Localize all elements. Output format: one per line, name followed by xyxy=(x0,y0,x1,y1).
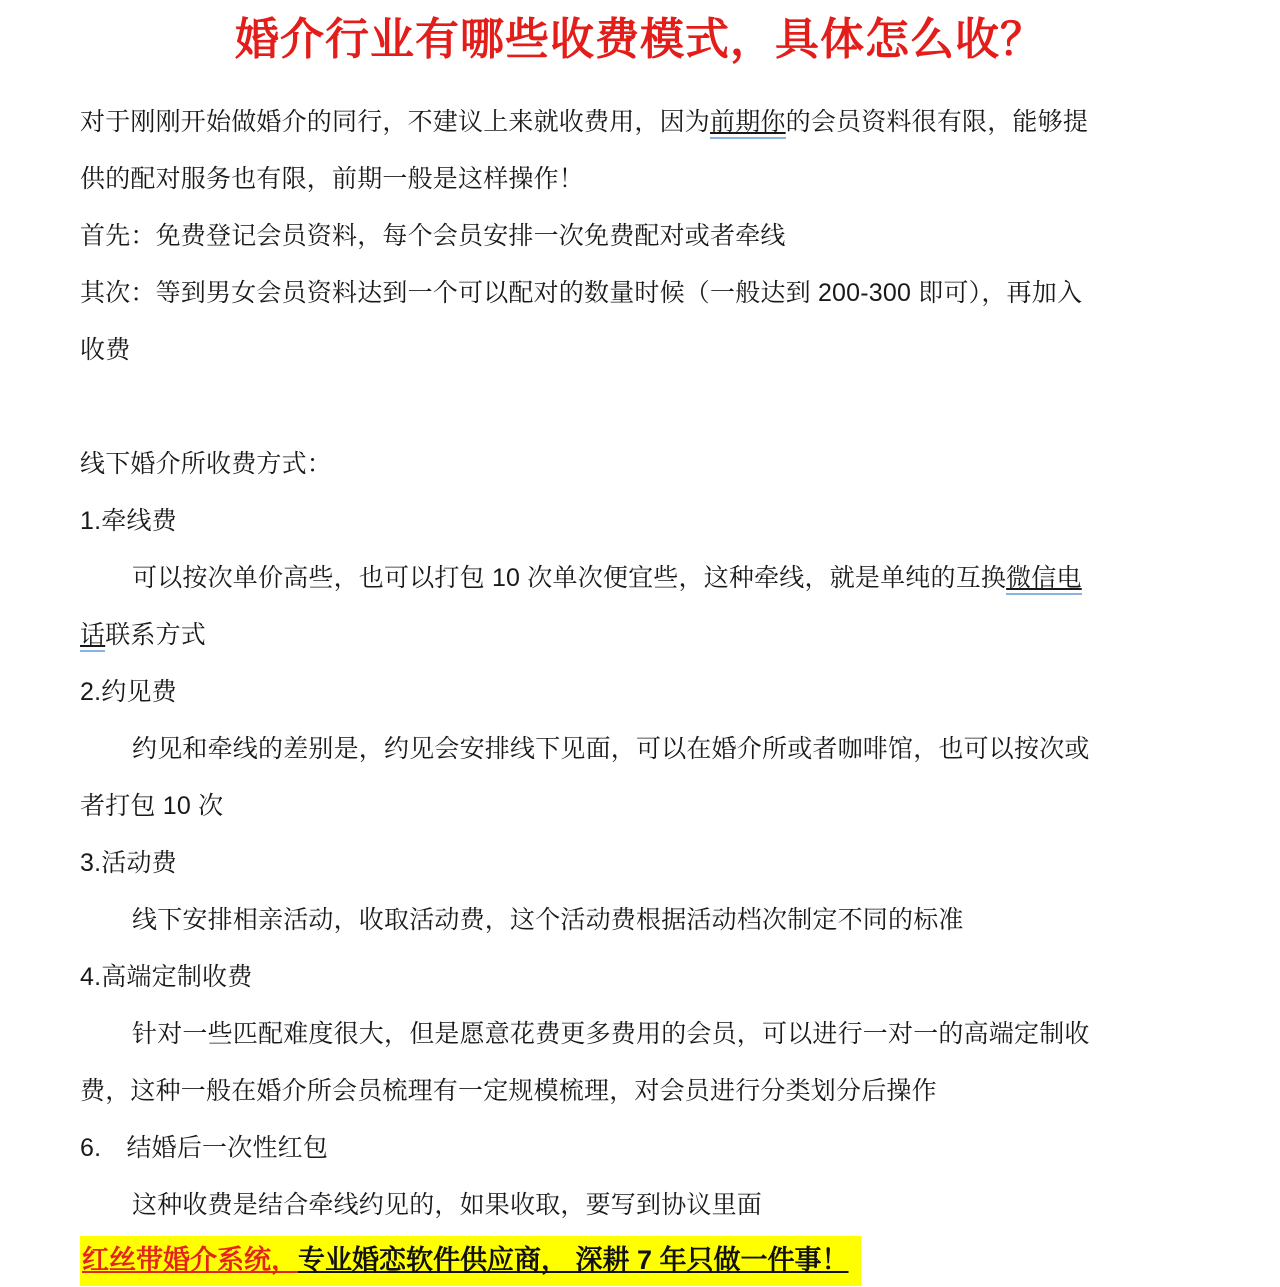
text-run: 首先：免费登记会员资料，每个会员安排一次免费配对或者牵线 xyxy=(80,222,786,250)
para-item-1-desc xyxy=(80,550,1100,664)
para-item-4-title xyxy=(80,949,1100,1006)
text-run: 这种收费是结合牵线约见的，如果收取，要写到协议里面 xyxy=(132,1191,763,1219)
inline-link[interactable]: 前期你 xyxy=(710,108,786,139)
text-run: 线下安排相亲活动，收取活动费，这个活动费根据活动档次制定不同的标准 xyxy=(132,906,964,934)
para-section-offline-fees xyxy=(80,436,1100,493)
document-title: 婚介行业有哪些收费模式，具体怎么收？ xyxy=(235,15,1045,64)
brand-link[interactable]: 红丝带婚介系统， xyxy=(82,1245,298,1275)
para-step-second xyxy=(80,265,1100,379)
para-item-6-title xyxy=(80,1120,1100,1177)
inline-link[interactable]: 微信电话 xyxy=(80,564,1082,652)
text-run: 2.约见费 xyxy=(80,678,177,706)
para-item-4-desc xyxy=(80,1006,1100,1120)
para-intro xyxy=(80,94,1100,208)
text-run: 1.牵线费 xyxy=(80,507,177,535)
brand-slogan: 专业婚恋软件供应商， 深耕 7 年只做一件事！ xyxy=(298,1245,849,1275)
para-step-first xyxy=(80,208,1100,265)
para-item-3-desc xyxy=(80,892,1100,949)
para-item-2-title xyxy=(80,664,1100,721)
text-run: 针对一些匹配难度很大，但是愿意花费更多费用的会员，可以进行一对一的高端定制收费，这种一般在婚介所会员梳理有一定规模梳理，对会员进行分类划分后操作 xyxy=(80,1020,1090,1105)
text-run: 3.活动费 xyxy=(80,849,177,877)
highlight-banner xyxy=(80,1236,861,1286)
text-run: 约见和牵线的差别是，约见会安排线下见面，可以在婚介所或者咖啡馆，也可以按次或者打包 10 次 xyxy=(80,735,1090,820)
para-item-1-title xyxy=(80,493,1100,550)
text-run: 4.高端定制收费 xyxy=(80,963,253,991)
text-run: 线下婚介所收费方式： xyxy=(80,450,333,478)
text-run: 可以按次单价高些，也可以打包 10 次单次便宜些，这种牵线，就是单纯的互换 xyxy=(132,564,1007,592)
text-run: 对于刚刚开始做婚介的同行，不建议上来就收费用，因为 xyxy=(80,108,711,136)
para-item-6-desc xyxy=(80,1177,1100,1234)
text-run: 的会员资料很有限，能够提供的配对服务也有限，前期一般是这样操作！ xyxy=(80,108,1089,193)
text-run: 6. 结婚后一次性红包 xyxy=(80,1134,329,1162)
document-body xyxy=(80,94,1100,1234)
para-item-2-desc xyxy=(80,721,1100,835)
para-blank-line xyxy=(80,379,1100,436)
text-run: 联系方式 xyxy=(105,621,207,649)
text-run: 其次：等到男女会员资料达到一个可以配对的数量时候（一般达到 200-300 即可），再加入收费 xyxy=(80,279,1083,364)
para-item-3-title xyxy=(80,835,1100,892)
